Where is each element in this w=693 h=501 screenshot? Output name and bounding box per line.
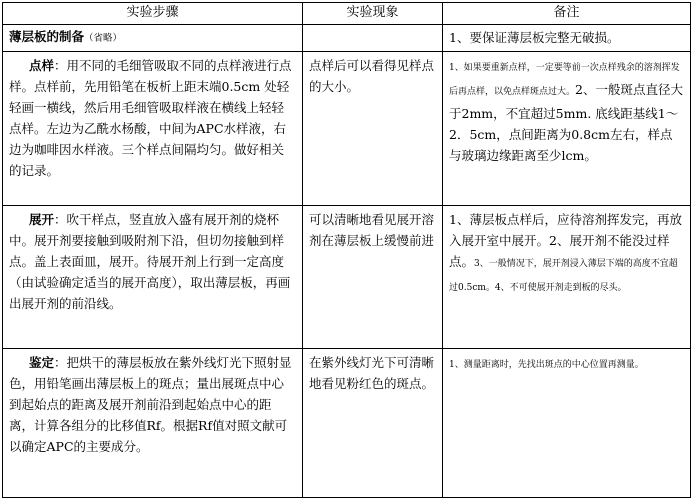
identification-text: ：把烘干的薄层板放在紫外线灯光下照射显色，用铅笔画出薄层板上的斑点；量出展斑点中心到起始点的距离及展开剂前沿到起始点中心的距离，计算各组分的比移值Rf。根据Rf值对照文献可以确定APC的主要成分。 xyxy=(9,355,292,455)
header-steps: 实验步骤 xyxy=(3,3,303,25)
header-phenomena: 实验现象 xyxy=(303,3,443,25)
table-row-preparation xyxy=(3,24,691,52)
development-label: 展开 xyxy=(29,211,55,227)
preparation-title-note: （省略） xyxy=(84,32,123,44)
cell-preparation-step xyxy=(3,24,303,52)
header-notes: 备注 xyxy=(443,3,691,25)
development-phenomenon: 可以清晰地看见展开溶剂在薄层板上缓慢前进 xyxy=(309,211,435,248)
cell-development-notes xyxy=(443,205,691,348)
development-note-4: 4、不可使展开剂走到板的尽头。 xyxy=(494,282,627,293)
development-text: ：吹干样点，竖直放入盛有展开剂的烧杯中。展开剂要接触到吸附剂下沿，但切勿接触到样点。盖上表面皿，展开。待展开剂上行到一定高度（由试验确定适当的展开高度），取出薄层板，再画出展开剂的前沿线。 xyxy=(9,211,291,311)
spotting-label: 点样 xyxy=(29,58,55,74)
cell-identification-notes xyxy=(443,349,691,498)
development-note-2: 2、展开剂不能没过样点。 xyxy=(449,232,670,269)
cell-spotting-step xyxy=(3,52,303,206)
preparation-note: 1、要保证薄层板完整无破损。 xyxy=(449,29,620,45)
spotting-note-2: 2、一般斑点直径大于2mm，不宜超过5mm. 底线距基线1～2．5cm，点间距离为0.8cm左右，样点与玻璃边缘距离至少lcm。 xyxy=(449,82,683,164)
cell-spotting-phenomenon xyxy=(303,52,443,206)
cell-identification-phenomenon xyxy=(303,349,443,498)
identification-phenomenon: 在紫外线灯光下可清晰地看见粉红色的斑点。 xyxy=(309,355,435,392)
development-note-3: 3、一般情况下，展开剂浸入薄层下端的高度不宜超过0.5cm。 xyxy=(449,258,678,293)
spotting-text: ：用不同的毛细管吸取不同的点样液进行点样。点样前，先用铅笔在板析上距末端0.5cm 处轻轻画一横线，然后用毛细管吸取样液在横线上轻轻点样。左边为乙酰水杨酸，中间为APC水样液，右边为咖啡因水样液。三个样点间隔均匀。做好相关的记录。 xyxy=(9,58,292,179)
cell-preparation-phenomenon xyxy=(303,24,443,52)
experiment-table xyxy=(2,2,691,498)
cell-development-step xyxy=(3,205,303,348)
table-row-spotting xyxy=(3,52,691,206)
cell-spotting-notes xyxy=(443,52,691,206)
cell-preparation-note xyxy=(443,24,691,52)
table-row-development xyxy=(3,205,691,348)
spotting-note-1: 1、如果要重新点样，一定要等前一次点样残余的溶剂挥发后再点样，以免点样斑点过大。 xyxy=(449,63,680,98)
cell-identification-step xyxy=(3,349,303,498)
development-note-1: 1、薄层板点样后，应待溶剂挥发完，再放入展开室中展开。 xyxy=(449,211,682,248)
spotting-phenomenon: 点样后可以看得见样点的大小。 xyxy=(309,58,435,95)
cell-development-phenomenon xyxy=(303,205,443,348)
preparation-title: 薄层板的制备 xyxy=(9,28,85,44)
identification-note-1: 1、测量距离时，先找出斑点的中心位置再测量。 xyxy=(449,360,644,371)
table-header-row xyxy=(3,3,691,25)
table-row-identification xyxy=(3,349,691,498)
identification-label: 鉴定 xyxy=(29,355,55,371)
